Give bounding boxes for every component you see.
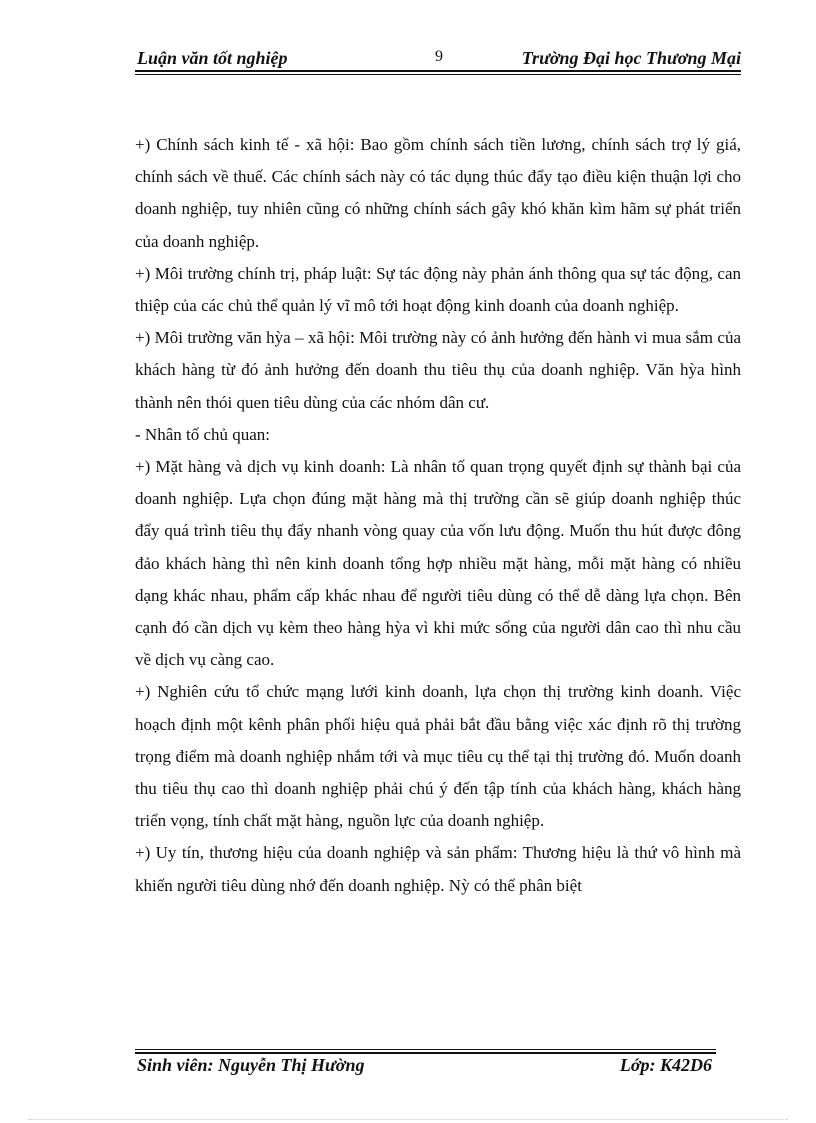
- header-thesis-label: Luận văn tốt nghiệp: [137, 48, 288, 68]
- header-university: Trường Đại học Thương Mại: [521, 48, 741, 68]
- paragraph: - Nhân tố chủ quan:: [135, 424, 271, 444]
- page-edge: [28, 1119, 788, 1120]
- paragraph: +) Chính sách kinh tế - xã hội: Bao gồm chính sách tiền lương, chính sách trợ lý giá, chính sách về thuế. Các chính sách này có tác dụng thúc đẩy tạo điều kiện thuận lợi cho doanh nghiệp, tuy nhiên cũng có những chính sách gây khó khăn kìm hãm sự phát triển của doanh nghiệp.: [135, 135, 741, 251]
- paragraph: +) Môi trường chính trị, pháp luật: Sự tác động này phản ánh thông qua sự tác động, can thiệp của các chủ thể quản lý vĩ mô tới hoạt động kinh doanh của doanh nghiệp.: [135, 263, 741, 316]
- footer-class: Lớp: K42D6: [619, 1055, 712, 1075]
- header-rule: [135, 70, 741, 75]
- paragraph: +) Mặt hàng và dịch vụ kinh doanh: Là nhân tố quan trọng quyết định sự thành bại của doanh nghiệp. Lựa chọn đúng mặt hàng mà thị trường cần sẽ giúp doanh nghiệp thúc đẩy quá trình tiêu thụ đẩy nhanh vòng quay của vốn lưu động. Muốn thu hút được đông đảo khách hàng thì nên kinh doanh tổng hợp nhiều mặt hàng, mỗi mặt hàng có nhiều dạng khác nhau, phẩm cấp khác nhau để người tiêu dùng có thể dễ dàng lựa chọn. Bên cạnh đó cần dịch vụ kèm theo hàng hỳa vì khi mức sống của người dân cao thì nhu cầu về dịch vụ càng cao.: [135, 457, 741, 670]
- paragraph: +) Môi trường văn hỳa – xã hội: Môi trường này có ảnh hưởng đến hành vi mua sắm của khách hàng từ đó ảnh hưởng đến doanh thu tiêu thụ của doanh nghiệp. Văn hỳa hình thành nên thói quen tiêu dùng của các nhóm dân cư.: [135, 328, 741, 412]
- paragraph: +) Uy tín, thương hiệu của doanh nghiệp và sản phẩm: Thương hiệu là thứ vô hình mà khiến người tiêu dùng nhớ đến doanh nghiệp. Nỳ có thể phân biệt: [135, 843, 741, 895]
- body-text: [135, 129, 741, 902]
- footer-rule: [135, 1049, 716, 1054]
- page-number: 9: [435, 48, 443, 65]
- footer-student: Sinh viên: Nguyễn Thị Hường: [137, 1055, 365, 1075]
- paragraph: +) Nghiên cứu tổ chức mạng lưới kinh doanh, lựa chọn thị trường kinh doanh. Việc hoạch định một kênh phân phối hiệu quả phải bắt đầu bằng việc xác định rõ thị trường trọng điểm mà doanh nghiệp nhắm tới và mục tiêu cụ thể tại thị trường đó. Muốn doanh thu tiêu thụ cao thì doanh nghiệp phải chú ý đến tập tính của khách hàng, khách hàng triển vọng, tính chất mặt hàng, nguồn lực của doanh nghiệp.: [135, 682, 741, 831]
- page-footer: [135, 1055, 716, 1079]
